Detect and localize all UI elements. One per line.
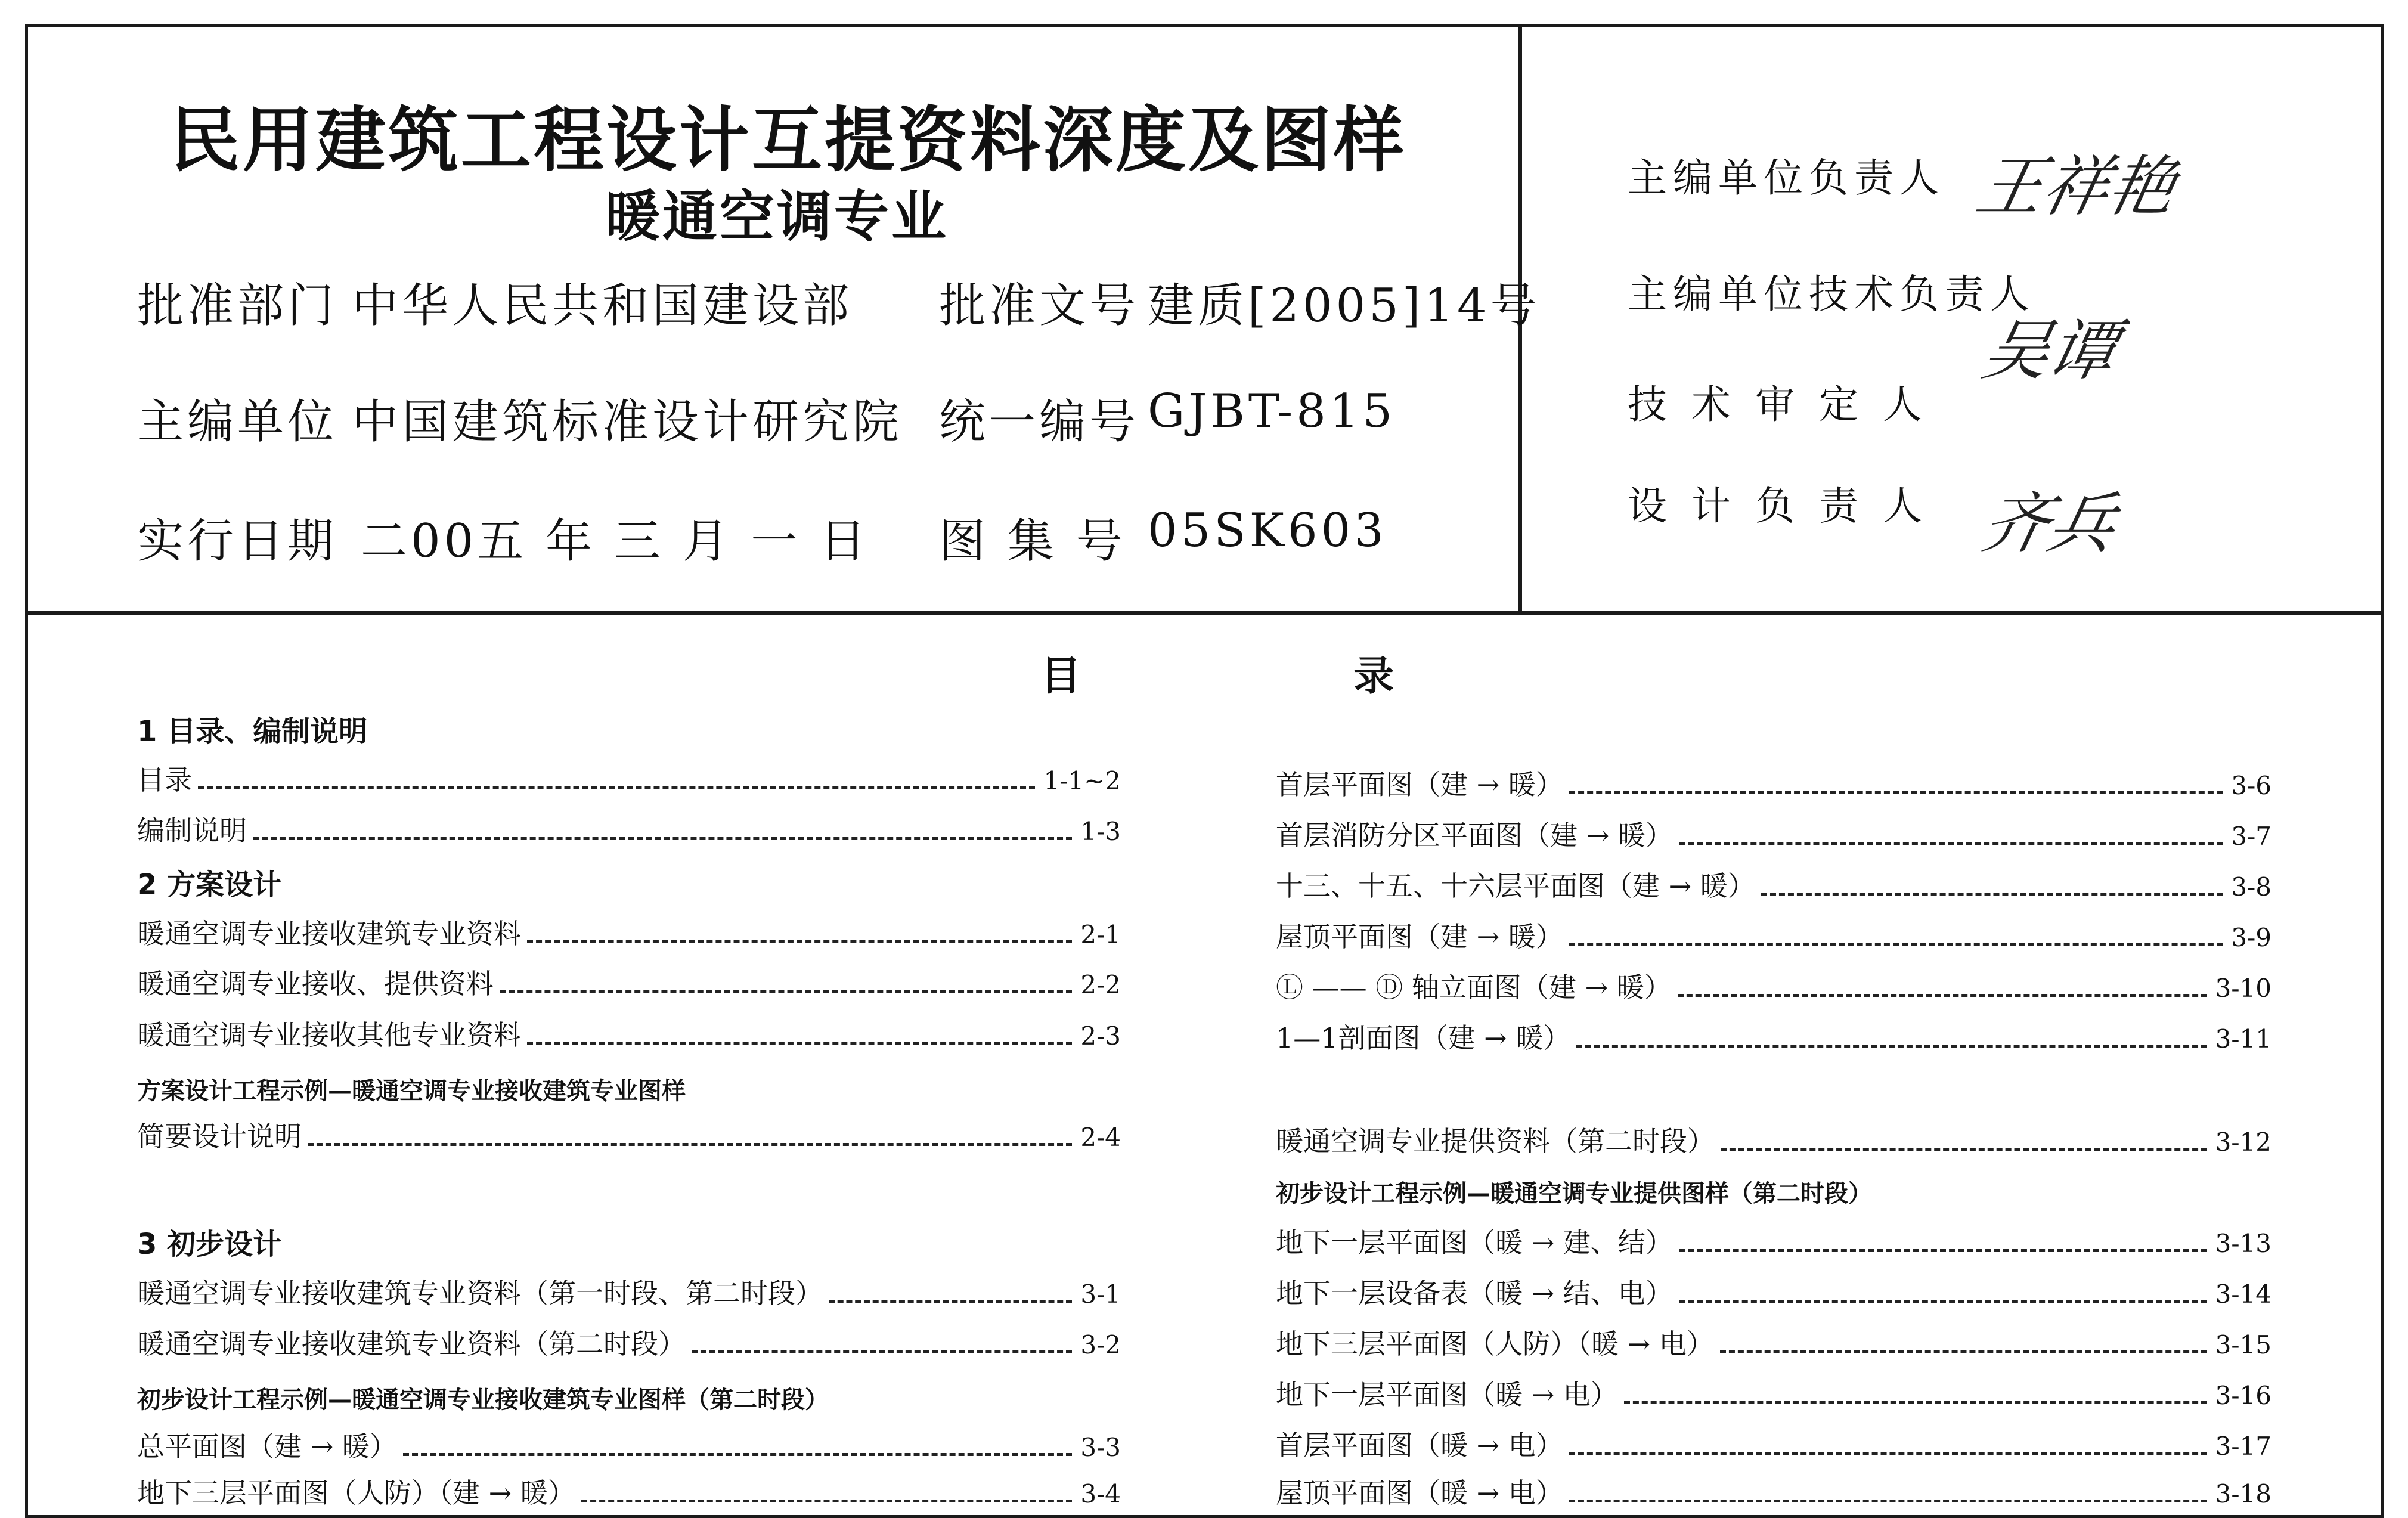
toc-entry[interactable]: 地下一层平面图（暖 → 电） 3-16 <box>1276 1378 2271 1411</box>
toc-entry[interactable]: 暖通空调专业接收建筑专业资料（第二时段） 3-2 <box>137 1328 1121 1360</box>
serial: GJBT-815 <box>1148 385 1396 438</box>
editor: 中国建筑标准设计研究院 <box>352 395 903 449</box>
toc-entry[interactable]: 暖通空调专业接收其他专业资料 2-3 <box>137 1019 1121 1051</box>
toc-entry[interactable]: 地下三层平面图（人防）（建 → 暖） 3-4 <box>137 1477 1121 1509</box>
role-technical-lead: 主编单位技术负责人 <box>1628 271 2035 317</box>
approval-dept-label: 批准部门 <box>137 279 338 333</box>
document-title: 民用建筑工程设计互提资料深度及图样 <box>170 99 1407 181</box>
toc-entry[interactable]: 总平面图（建 → 暖） 3-3 <box>137 1430 1121 1463</box>
toc-entry[interactable]: 暖通空调专业接收建筑专业资料（第一时段、第二时段） 3-1 <box>137 1277 1121 1309</box>
editor-label: 主编单位 <box>137 395 338 449</box>
effective-date: 二00五 年 三 月 一 日 <box>361 515 870 568</box>
toc-entry[interactable]: 地下三层平面图（人防）（暖 → 电） 3-15 <box>1276 1328 2271 1360</box>
toc-entry[interactable]: 1—1剖面图（建 → 暖） 3-11 <box>1276 1022 2271 1054</box>
right-subheading: 初步设计工程示例—暖通空调专业提供图样（第二时段） <box>1276 1180 1872 1207</box>
toc-entry[interactable]: 首层平面图（暖 → 电） 3-17 <box>1276 1429 2271 1461</box>
approval-dept: 中华人民共和国建设部 <box>352 279 853 333</box>
signature-3: 齐兵 <box>1976 485 2124 562</box>
section-3-subheading: 初步设计工程示例—暖通空调专业接收建筑专业图样（第二时段） <box>137 1386 829 1414</box>
signature-1: 王祥艳 <box>1970 148 2183 225</box>
approval-no: 建质[2005]14号 <box>1148 279 1541 333</box>
toc-entry[interactable]: 屋顶平面图（建 → 暖） 3-9 <box>1276 921 2271 953</box>
toc-entry[interactable]: 首层平面图（建 → 暖） 3-6 <box>1276 769 2271 801</box>
toc-entry[interactable]: 暖通空调专业接收、提供资料 2-2 <box>137 968 1121 1000</box>
date-label: 实行日期 <box>137 515 338 568</box>
role-technical-reviewer: 技 术 审 定 人 <box>1628 382 1928 427</box>
toc-entry[interactable]: 地下一层平面图（暖 → 建、结） 3-13 <box>1276 1226 2271 1259</box>
section-2-subheading: 方案设计工程示例—暖通空调专业接收建筑专业图样 <box>137 1077 686 1105</box>
toc-entry[interactable]: 暖通空调专业接收建筑专业资料 2-1 <box>137 918 1121 950</box>
toc-entry[interactable]: 目录 1-1~2 <box>137 764 1121 796</box>
atlas-number: 05SK603 <box>1148 504 1387 557</box>
role-design-lead: 设 计 负 责 人 <box>1628 483 1928 529</box>
signature-2: 吴谭 <box>1976 312 2124 389</box>
toc-entry[interactable]: 编制说明 1-3 <box>137 814 1121 847</box>
toc-entry[interactable]: 首层消防分区平面图（建 → 暖） 3-7 <box>1276 819 2271 851</box>
approval-no-label: 批准文号 <box>939 279 1140 333</box>
toc-entry[interactable]: 十三、十五、十六层平面图（建 → 暖） 3-8 <box>1276 870 2271 902</box>
toc-entry[interactable]: 地下一层设备表（暖 → 结、电） 3-14 <box>1276 1277 2271 1309</box>
role-chief-editor-unit: 主编单位负责人 <box>1628 155 1945 201</box>
document-subtitle: 暖通空调专业 <box>605 185 949 249</box>
section-3-heading: 3 初步设计 <box>137 1228 282 1261</box>
toc-entry[interactable]: 简要设计说明 2-4 <box>137 1120 1121 1153</box>
section-2-heading: 2 方案设计 <box>137 868 282 901</box>
toc-title-b: 录 <box>1353 653 1394 700</box>
serial-label: 统一编号 <box>939 395 1140 449</box>
section-1-heading: 1 目录、编制说明 <box>137 715 368 748</box>
atlas-label: 图 集 号 <box>939 515 1126 568</box>
toc-title-a: 目 <box>1040 653 1081 700</box>
toc-entry[interactable]: Ⓛ —— Ⓓ 轴立面图（建 → 暖） 3-10 <box>1276 971 2271 1003</box>
toc-entry[interactable]: 暖通空调专业提供资料（第二时段） 3-12 <box>1276 1125 2271 1157</box>
toc-entry[interactable]: 屋顶平面图（暖 → 电） 3-18 <box>1276 1477 2271 1509</box>
